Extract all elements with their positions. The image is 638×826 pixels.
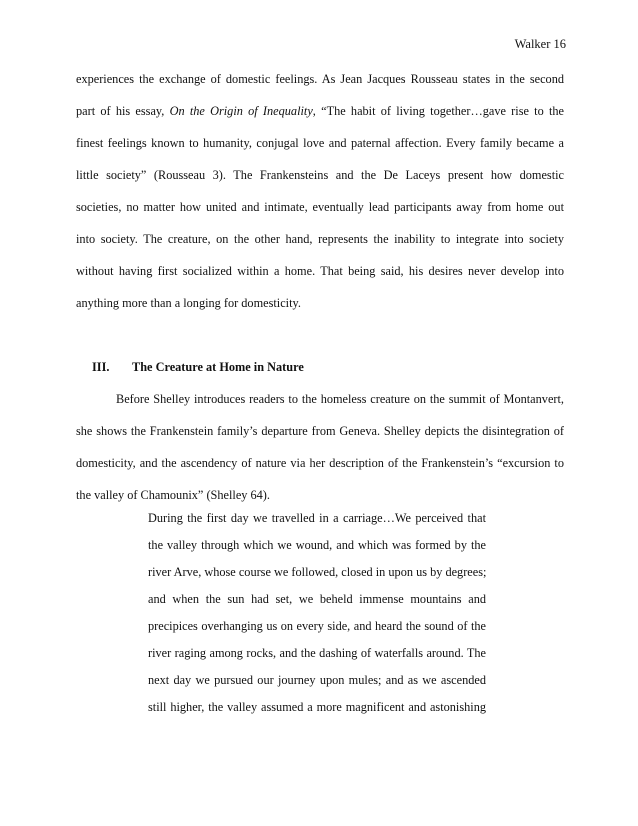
paragraph-line: societies, no matter how united and intimate, eventually lead participants away from home out — [76, 200, 564, 214]
paragraph-line: finest feelings known to humanity, conjugal love and paternal affection. Every family became a — [76, 136, 564, 150]
paragraph-line: domesticity, and the ascendency of nature via her description of the Frankenstein’s “excursion to — [76, 456, 564, 470]
paragraph-line: anything more than a longing for domesticity. — [76, 296, 301, 310]
section-number: III. — [92, 360, 110, 374]
quote-line: the valley through which we wound, and which was formed by the — [148, 538, 486, 552]
quote-line: still higher, the valley assumed a more magnificent and astonishing — [148, 700, 486, 714]
paragraph-line: the valley of Chamounix” (Shelley 64). — [76, 488, 270, 502]
quote-line: river Arve, whose course we followed, closed in upon us by degrees; — [148, 565, 487, 579]
quote-line: river raging among rocks, and the dashing of waterfalls around. The — [148, 646, 486, 660]
essay-title: On the Origin of Inequality — [169, 104, 313, 118]
quote-line: During the first day we travelled in a carriage…We perceived that — [148, 511, 486, 525]
section-title: The Creature at Home in Nature — [132, 360, 304, 374]
running-head: Walker 16 — [514, 37, 566, 51]
quote-line: and when the sun had set, we beheld immense mountains and — [148, 592, 486, 606]
section-heading — [92, 358, 304, 376]
paragraph-line-end: , “The habit of living together…gave rise to the — [312, 104, 564, 118]
paragraph-line: experiences the exchange of domestic feelings. As Jean Jacques Rousseau states in the second — [76, 72, 564, 86]
paragraph-line — [76, 102, 564, 120]
paragraph-line: without having first socialized within a home. That being said, his desires never develop into — [76, 264, 564, 278]
paragraph-line: into society. The creature, on the other hand, represents the inability to integrate into society — [76, 232, 564, 246]
paragraph-line: Before Shelley introduces readers to the homeless creature on the summit of Montanvert, — [116, 392, 564, 406]
quote-line: next day we pursued our journey upon mules; and as we ascended — [148, 673, 486, 687]
paragraph-line: she shows the Frankenstein family’s departure from Geneva. Shelley depicts the disintegration of — [76, 424, 564, 438]
paragraph-line: little society” (Rousseau 3). The Frankensteins and the De Laceys present how domestic — [76, 168, 564, 182]
paragraph-line-start: part of his essay, — [76, 104, 170, 118]
quote-line: precipices overhanging us on every side, and heard the sound of the — [148, 619, 486, 633]
